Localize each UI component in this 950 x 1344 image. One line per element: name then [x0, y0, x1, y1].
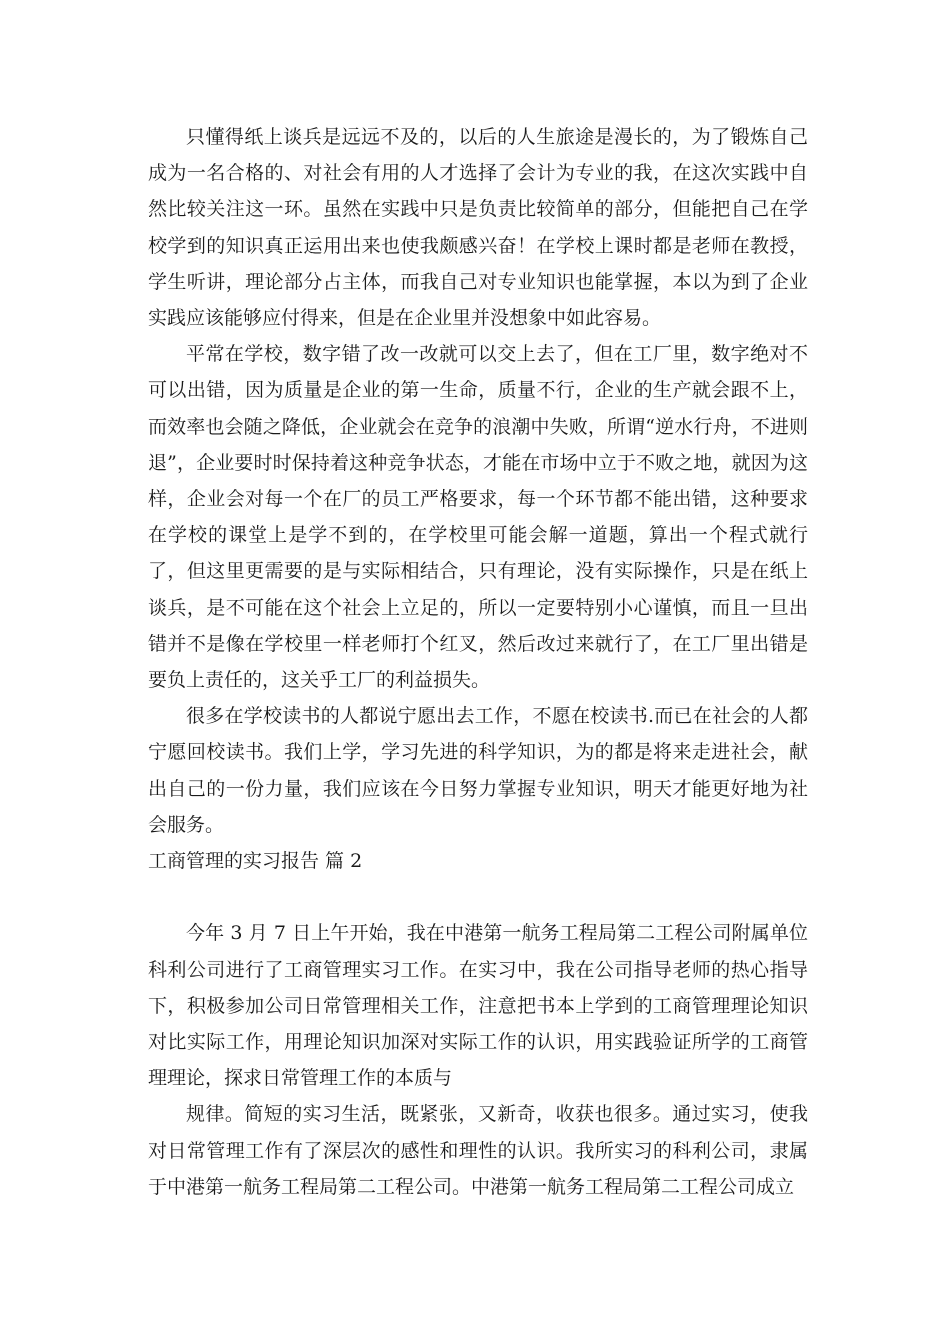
paragraph-factory-accuracy: 平常在学校，数字错了改一改就可以交上去了，但在工厂里，数字绝对不可以出错，因为质量是企业的第一生命，质量不行，企业的生产就会跟不上，而效率也会随之降低，企业就会在竞争的浪潮中失败，所谓“逆水行舟，不进则退”，企业要时时保持着这种竞争状态，才能在市场中立于不败之地，就因为这样，企业会对每一个在厂的员工严格要求，每一个环节都不能出错，这种要求在学校的课堂上是学不到的，在学校里可能会解一道题，算出一个程式就行了，但这里更需要的是与实际相结合，只有理论，没有实际操作，只是在纸上谈兵，是不可能在这个社会上立足的，所以一定要特别小心谨慎，而且一旦出错并不是像在学校里一样老师打个红叉，然后改过来就行了，在工厂里出错是要负上责任的，这关乎工厂的利益损失。 [148, 343, 808, 692]
section-heading: 工商管理的实习报告 篇 2 [148, 850, 363, 873]
paragraph-internship-intro: 今年 3 月 7 日上午开始，我在中港第一航务工程局第二工程公司附属单位科利公司进行了工商管理实习工作。在实习中，我在公司指导老师的热心指导下，积极参加公司日常管理相关工作，注意把书本上学到的工商管理理论知识对比实际工作，用理论知识加深对实际工作的认识，用实践验证所学的工商管理理论，探求日常管理工作的本质与 [148, 922, 808, 1090]
document-body [148, 119, 808, 1205]
paragraph-study-for-society: 很多在学校读书的人都说宁愿出去工作，不愿在校读书.而已在社会的人都宁愿回校读书。我们上学，学习先进的科学知识，为的都是将来走进社会，献出自己的一份力量，我们应该在今日努力掌握专业知识，明天才能更好地为社会服务。 [148, 705, 808, 836]
paragraph-theory-vs-practice: 只懂得纸上谈兵是远远不及的，以后的人生旅途是漫长的，为了锻炼自己成为一名合格的、对社会有用的人才选择了会计为专业的我，在这次实践中自然比较关注这一环。虽然在实践中只是负责比较简单的部分，但能把自己在学校学到的知识真正运用出来也使我颇感兴奋！在学校上课时都是老师在教授，学生听讲，理论部分占主体，而我自己对专业知识也能掌握，本以为到了企业实践应该能够应付得来，但是在企业里并没想象中如此容易。 [148, 126, 808, 330]
blank-line [148, 879, 808, 915]
paragraph-internship-summary: 规律。简短的实习生活，既紧张，又新奇，收获也很多。通过实习，使我对日常管理工作有了深层次的感性和理性的认识。我所实习的科利公司，隶属于中港第一航务工程局第二工程公司。中港第一航务工程局第二工程公司成立 [148, 1103, 808, 1198]
